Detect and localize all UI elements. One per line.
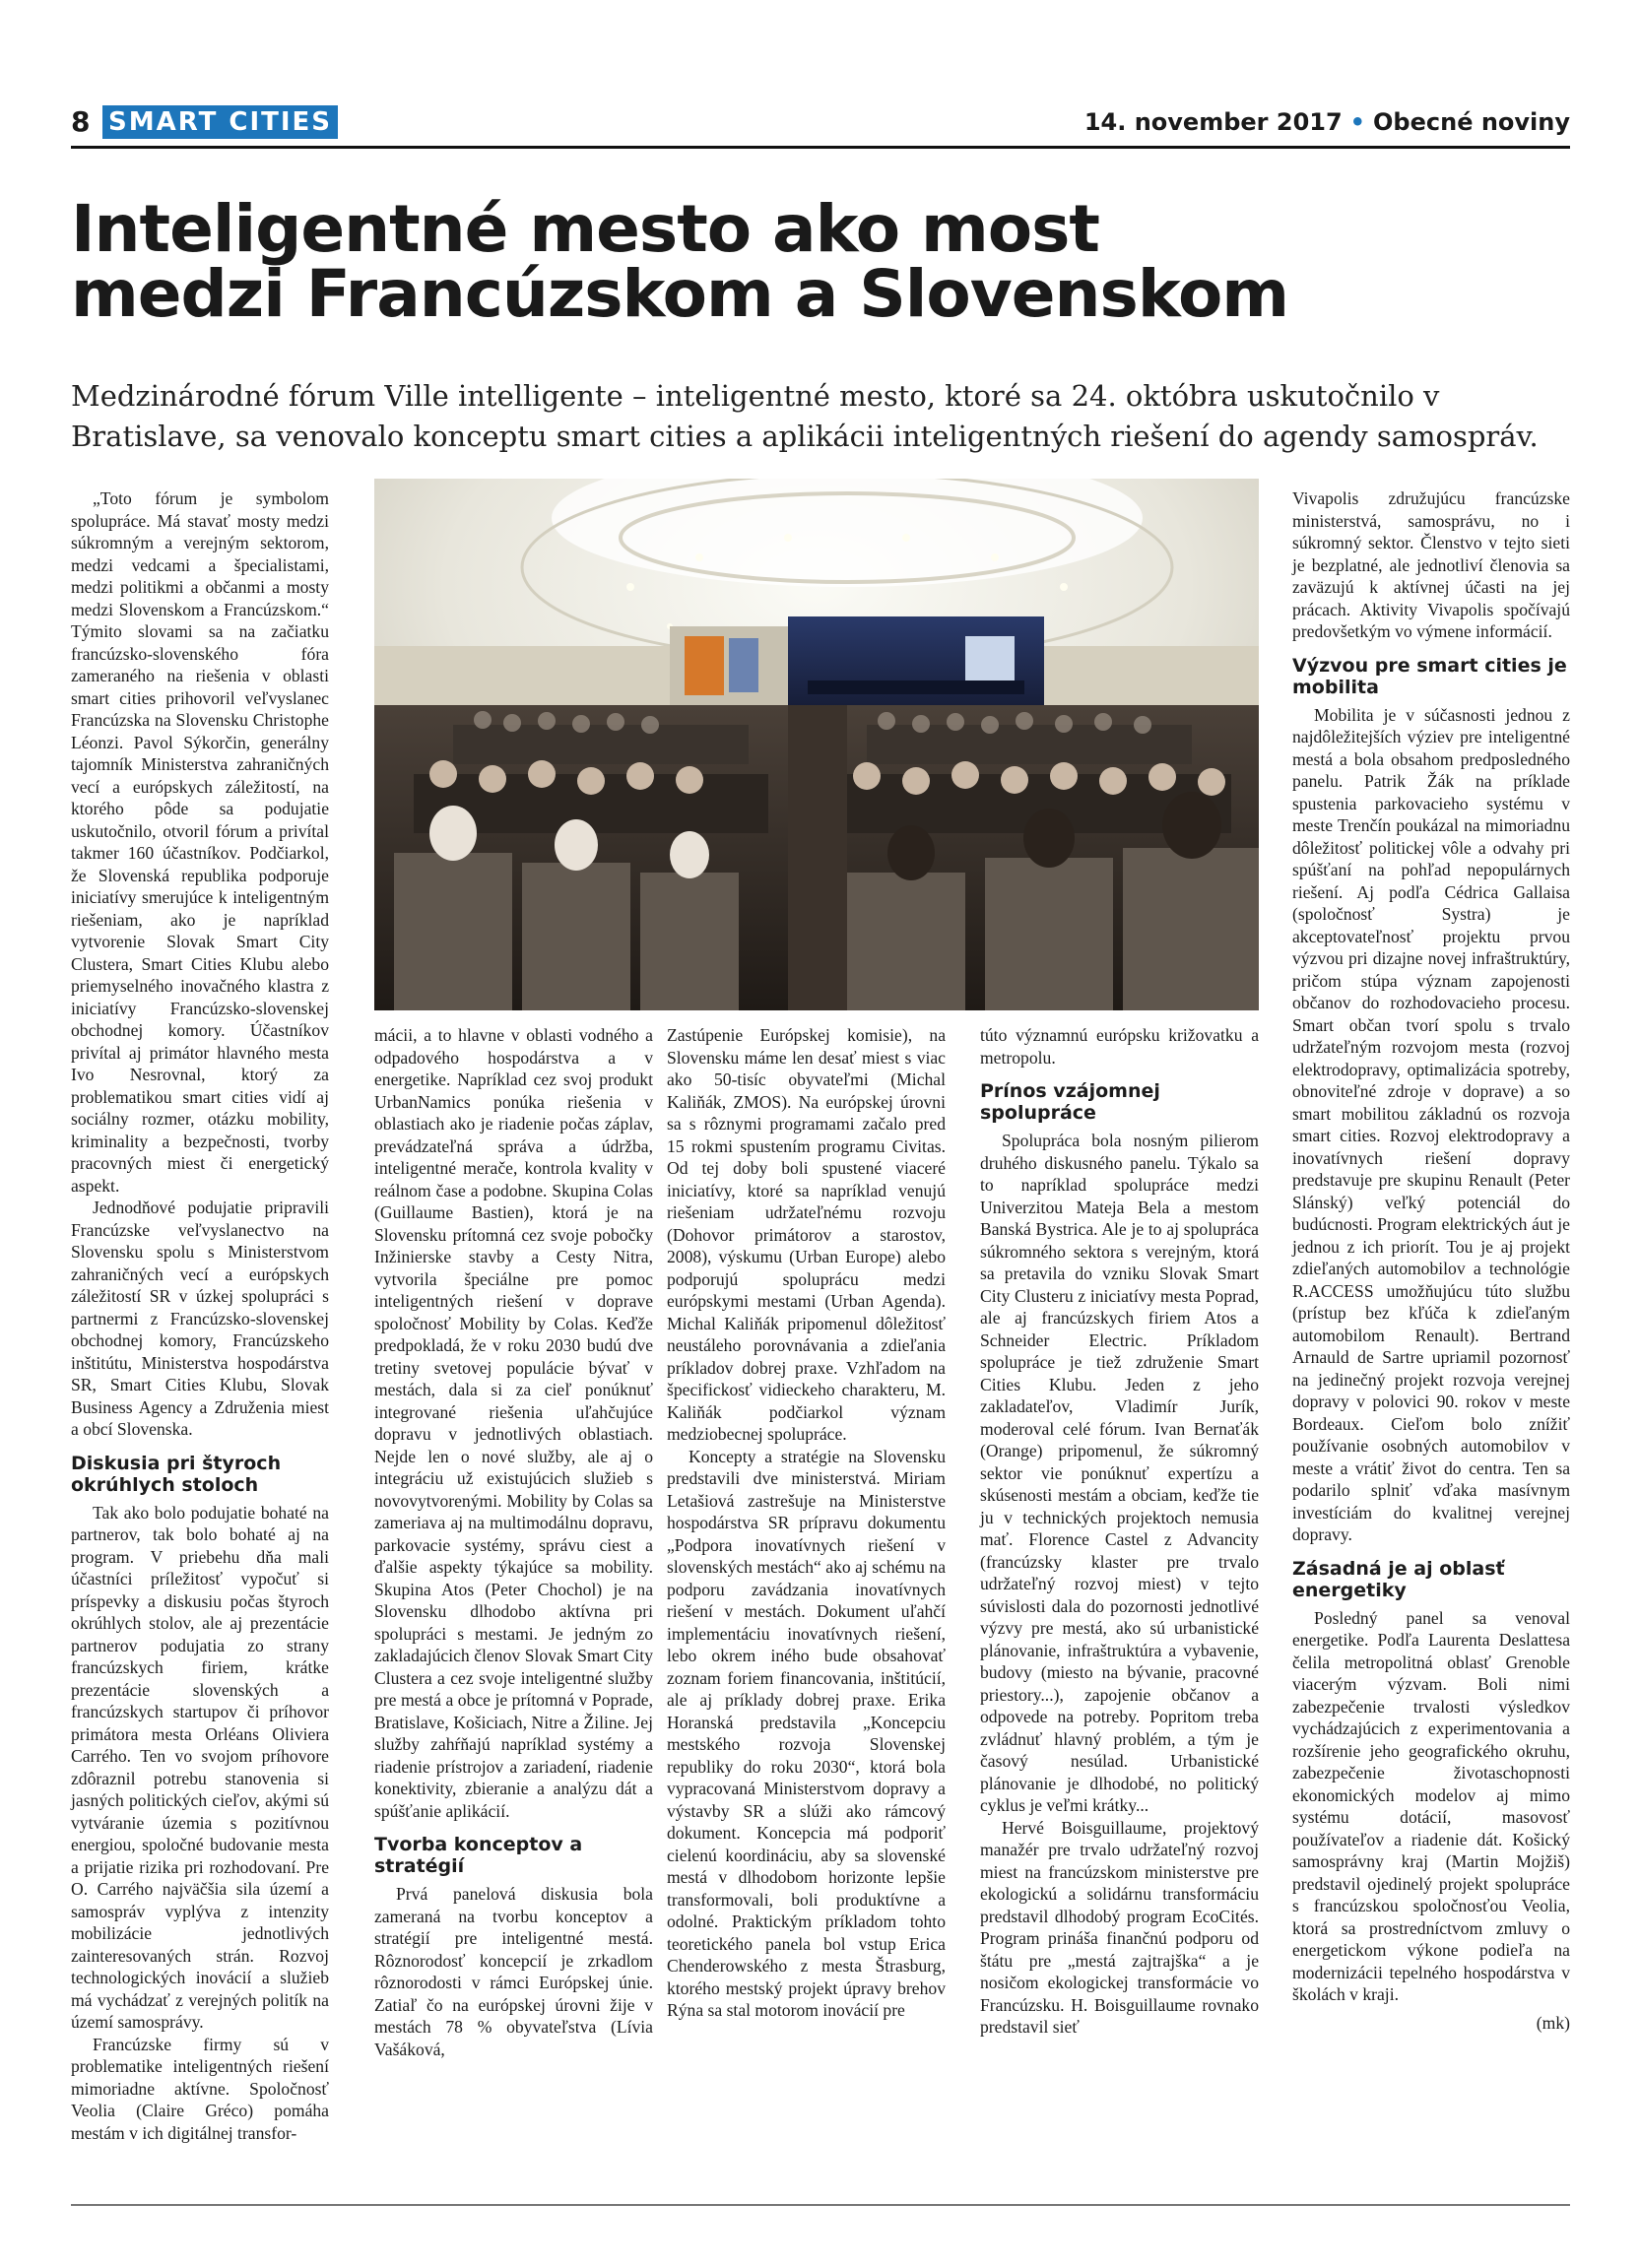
publication-name: Obecné noviny: [1373, 108, 1570, 136]
column-3: [667, 1024, 946, 2022]
subheading: Tvorba konceptov a stratégií: [374, 1834, 583, 1877]
headline-line-2: medzi Francúzskom a Slovenskom: [71, 256, 1289, 332]
page-number: 8: [71, 105, 91, 138]
issue-info: [1084, 102, 1570, 142]
column-1: [71, 487, 329, 2144]
separator-dot: •: [1349, 108, 1366, 136]
author-signature: (mk): [1536, 2012, 1570, 2033]
paragraph: Koncepty a stratégie na Slovensku predstavili dve ministerstvá. Miriam Letašiová zastrešuje na Ministerstve hospodárstva SR prípravu dokumentu „Podpora inovatívnych riešení v slovenských mestách“ ako aj schému na podporu zavádzania inovatívnych riešení v mestách. Dokument uľahčí implementáciu inovatívnych riešení, lebo okrem iného bude obsahovať zoznam foriem financovania, inštitúcií, ale aj príklady dobrej praxe. Erika Horanská predstavila „Koncepciu mestského rozvoja Slovenskej republiky do roku 2030“, ktorá bola vypracovaná Ministerstvom dopravy a výstavby SR a slúži ako rámcový dokument. Koncepcia má podporiť cielenú koordináciu, aby sa slovenské mestá v dlhodobom horizonte lepšie transformovali, boli produktívne a odolné. Praktickým príkladom tohto teoretického panela bol vstup Erica Chenderowského z mesta Štrasburg, ktorého mestský projekt úpravy brehov Rýna sa stal motorom inovácií pre: [667, 1446, 946, 2020]
paragraph: Vivapolis združujúcu francúzske ministerstvá, samosprávu, no i súkromný sektor. Členstvo v tejto sieti je bezplatné, ale jednotliví členovia sa zaväzujú k aktívnej účasti na jej prácach. Aktivity Vivapolis spočívajú predovšetkým vo výmene informácií.: [1292, 488, 1570, 641]
article-headline: [71, 191, 1568, 332]
issue-date: 14. november 2017: [1083, 108, 1343, 136]
paragraph: Francúzske firmy sú v problematike inteligentných riešení mimoriadne aktívne. Spoločnosť Veolia (Claire Gréco) pomáha mestám v ich digitálnej transfor-: [71, 2034, 329, 2143]
header-rule: [71, 146, 1570, 149]
footer-rule: [71, 2204, 1570, 2206]
subheading: Prínos vzájomnej spolupráce: [980, 1080, 1160, 1124]
section-label: SMART CITIES: [102, 105, 338, 139]
headline-line-1: Inteligentné mesto ako most: [71, 191, 1099, 267]
column-4: [980, 1024, 1259, 2039]
subheading: Výzvou pre smart cities je mobilita: [1292, 654, 1567, 698]
paragraph: Jednodňové podujatie pripravili Francúzske veľvyslanectvo na Slovensku spolu s Ministerstvom zahraničných vecí a európskych záležitostí SR v úzkej spolupráci s partnermi z Francúzsko-slovenskej obchodnej komory, Francúzskeho inštitútu, Ministerstva hospodárstva SR, Smart Cities Klubu, Slovak Business Agency a Združenia miest a obcí Slovenska.: [71, 1198, 329, 1439]
conference-photo: [374, 479, 1259, 1010]
paragraph: „Toto fórum je symbolom spolupráce. Má stavať mosty medzi súkromným a verejným sektorom, medzi vedcami a špecialistami, medzi politikmi a občanmi a mosty medzi Slovenskom a Francúzskom.“ Týmito slovami sa na začiatku francúzsko-slovenského fóra zameraného na riešenia v oblasti smart cities prihovoril veľvyslanec Francúzska na Slovensku Christophe Léonzi. Pavol Sýkorčin, generálny tajomník Ministerstva zahraničných vecí a európskych záležitostí, na ktorého pôde sa podujatie uskutočnilo, otvoril fórum a privítal takmer 160 účastníkov. Podčiarkol, že Slovenská republika podporuje iniciatívy smerujúce k inteligentným riešeniam, ako je napríklad vytvorenie Slovak Smart City Clustera, Smart Cities Klubu alebo priemyselného inovačného klastra z iniciatívy Francúzsko-slovenskej obchodnej komory. Účastníkov privítal aj primátor hlavného mesta Ivo Nesrovnal, ktorý za problematikou smart cities vidí aj sociálny rozmer, otázku mobility, kriminality a bezpečnosti, tvorby pracovných miest či energetický aspekt.: [71, 488, 329, 1196]
paragraph: Prvá panelová diskusia bola zameraná na tvorbu konceptov a stratégií pre inteligentné mestá. Rôznorodosť koncepcií je zrkadlom rôznorodosti v rámci Európskej únie. Zatiaľ čo na európskej úrovni žije v mestách 78 % obyvateľstva (Lívia Vašáková,: [374, 1884, 653, 2059]
paragraph: Hervé Boisguillaume, projektový manažér pre trvalo udržateľný rozvoj miest na francúzskom ministerstve pre ekologickú a solidárnu transformáciu predstavil dlhodobý program EcoCités. Program prináša finančnú podporu od štátu pre „mestá zajtrajška“ a je nosičom ekologickej transformácie vo Francúzsku. H. Boisguillaume rovnako predstavil sieť: [980, 1817, 1259, 2037]
paragraph: Tak ako bolo podujatie bohaté na partnerov, tak bolo bohaté aj na program. V priebehu dňa mali účastníci príležitosť vypočuť si príspevky a diskusiu počas štyroch okrúhlych stolov, ale aj prezentácie partnerov podujatia zo strany francúzskych firiem, krátke prezentácie slovenských a francúzskych startupov či príhovor primátora mesta Orléans Oliviera Carrého. Ten vo svojom príhovore zdôraznil potrebu stanovenia si jasných politických cieľov, akými sú vytváranie územia s pozitívnou energiou, spoločné budovanie mesta a prijatie rizika pri rozhodovaní. Pre O. Carrého najväčšia sila území a samospráv vyplýva z intenzity mobilizácie jednotlivých zainteresovaných strán. Rozvoj technologických inovácií a služieb má vychádzať z verejných politík na území samosprávy.: [71, 1502, 329, 2032]
paragraph: Mobilita je v súčasnosti jednou z najdôležitejších výziev pre inteligentné mestá a bola obsahom predposledného panelu. Patrik Žák na príklade spustenia parkovacieho systému v meste Trenčín poukázal na mimoriadnu dôležitosť politickej vôle a odvahy pri spúšťaní na pohľad nepopulárnych riešení. Aj podľa Cédrica Gallaisa (spoločnosť Systra) je akceptovateľnosť projektu prvou výzvou pri dizajne novej infraštruktúry, pričom stúpa význam zapojenosti občanov do rozhodovacieho procesu. Smart občan tvorí spolu s trvalo udržateľným rozvojom mesta (rozvoj elektrodopravy, optimalizácia spotreby, obnoviteľné zdroje v doprave) a so smart mobilitou základnú os rozvoja smart cities. Rozvoj elektrodopravy a inovatívnych riešení dopravy predstavuje pre skupinu Renault (Peter Slánský) veľký potenciál do budúcnosti. Program elektrických áut je jednou z ich priorít. Tou je aj projekt zdieľaných automobilov a technológie R.ACCESS umožňujúcu túto službu (prístup bez kľúča k zdieľaným automobilom Renault). Bertrand Arnauld de Sartre upriamil pozornosť na jedinečný projekt rozvoja verejnej dopravy v polovici 90. rokov v meste Bordeaux. Cieľom bolo znížiť používanie osobných automobilov v meste a vrátiť život do centra. Ten sa podarilo splniť vďaka masívnym investíciám do kvalitnej verejnej dopravy.: [1292, 704, 1570, 1544]
page-header: [71, 102, 1570, 142]
subheading: Zásadná je aj oblasť energetiky: [1292, 1557, 1505, 1601]
article-lede: Medzinárodné fórum Ville intelligente – inteligentné mesto, ktoré sa 24. októbra uskutočnilo v Bratislave, sa venovalo konceptu smart cities a aplikácii inteligentných riešení do agendy samospráv.: [71, 379, 1539, 453]
paragraph: mácii, a to hlavne v oblasti vodného a odpadového hospodárstva a v energetike. Napríklad cez svoj produkt UrbanNamics ponúka riešenia v oblastiach ako je riadenie počas záplav, prevádzateľná správa a údržba, inteligentné merače, kontrola kvality v reálnom čase a podobne. Skupina Colas (Guillaume Bastien), ktorá je na Slovensku prítomná cez svoje pobočky Inžinierske stavby a Cesty Nitra, vytvorila špeciálne pre pomoc inteligentných riešení v doprave spoločnosť Mobility by Colas. Keďže predpokladá, že v roku 2030 budú dve tretiny svetovej populácie bývať v mestách, dala si za cieľ ponúknuť integrované riešenia uľahčujúce dopravu v jednotlivých oblastiach. Nejde len o nové služby, ale aj o integráciu už existujúcich služieb s novovytvorenými. Mobility by Colas sa zameriava aj na multimodálnu dopravu, parkovacie systémy, správu ciest a ďalšie aspekty týkajúce sa mobility. Skupina Atos (Peter Chochol) je na Slovensku dlhodobo aktívna pri spolupráci s mestami. Je jedným zo zakladajúcich členov Slovak Smart City Clustera a cez svoje inteligentné služby pre mestá a obce je prítomná v Poprade, Bratislave, Košiciach, Nitre a Žiline. Jej služby zahŕňajú napríklad systémy a riadenie prístrojov a zariadení, riadenie konektivity, zbieranie a analýzu dát a spúšťanie aplikácií.: [374, 1025, 653, 1821]
paragraph: Zastúpenie Európskej komisie), na Slovensku máme len desať miest s viac ako 50-tisíc obyvateľmi (Michal Kaliňák, ZMOS). Na európskej úrovni sa s rôznymi programami začalo pred 15 rokmi spustením programu Civitas. Od tej doby boli spustené viaceré iniciatívy, ktoré sa napríklad venujú riešeniam udržateľnému rozvoju (Dohovor primátorov a starostov, 2008), výskumu (Urban Europe) alebo podporujú spoluprácu medzi európskymi mestami (Urban Agenda). Michal Kaliňák pripomenul dôležitosť neustáleho porovnávania a zdieľania príkladov dobrej praxe. Vzhľadom na špecifickosť vidieckeho charakteru, M. Kaliňák podčiarkol význam medziobecnej spolupráce.: [667, 1025, 946, 1444]
column-2: [374, 1024, 653, 2060]
paragraph: Posledný panel sa venoval energetike. Podľa Laurenta Deslattesa čelila metropolitná oblasť Grenoble viacerým výzvam. Boli nimi zabezpečenie trvalosti výsledkov vychádzajúcich z experimentovania a rozšírenie jeho geografického okruhu, zabezpečenie životaschopnosti ekonomických modelov aj mimo systému dotácií, masovosť používateľov a riadenie dát. Košický samosprávny kraj (Martin Mojžiš) predstavil ojedinelý projekt spolupráce s francúzskou spoločnosťou Veolia, ktorá sa prostredníctvom zmluvy o energetickom výkone podieľa na modernizácii tepelného hospodárstva v školách v kraji.: [1292, 1607, 1570, 2004]
paragraph: túto významnú európsku križovatku a metropolu.: [980, 1025, 1259, 1068]
column-5: [1292, 487, 1570, 2034]
subheading: Diskusia pri štyroch okrúhlych stoloch: [71, 1452, 282, 1496]
paragraph: Spolupráca bola nosným pilierom druhého diskusného panelu. Týkalo sa to napríklad spolupráce medzi Univerzitou Mateja Bela a mestom Banská Bystrica. Ale je to aj spolupráca súkromného sektora s verejným, ktorá sa pretavila do vzniku Slovak Smart City Clusteru z iniciatívy mesta Poprad, ale aj francúzskych firiem Atos a Schneider Electric. Príkladom spolupráce je tiež združenie Smart Cities Klubu. Jeden z jeho zakladateľov, Vladimír Jurík, moderoval celé fórum. Ivan Bernaťák (Orange) pripomenul, že súkromný sektor vie ponúknuť expertízu a skúsenosti mestám a obciam, keďže tie ju v technických projektoch nemusia mať. Florence Castel z Advancity (francúzsky klaster pre trvalo udržateľný rozvoj miest) v tejto súvislosti dala do pozornosti jednotlivé výzvy pre mestá, ako sú urbanistické plánovanie, infraštruktúra a vybavenie, budovy (miesto na bývanie, pracovné priestory...), zapojenie občanov a odpovede na potreby. Popritom treba zvládnuť hlavný problém, a tým je časový nesúlad. Urbanistické plánovanie je dlhodobé, no politický cyklus je veľmi krátky...: [980, 1131, 1259, 1815]
